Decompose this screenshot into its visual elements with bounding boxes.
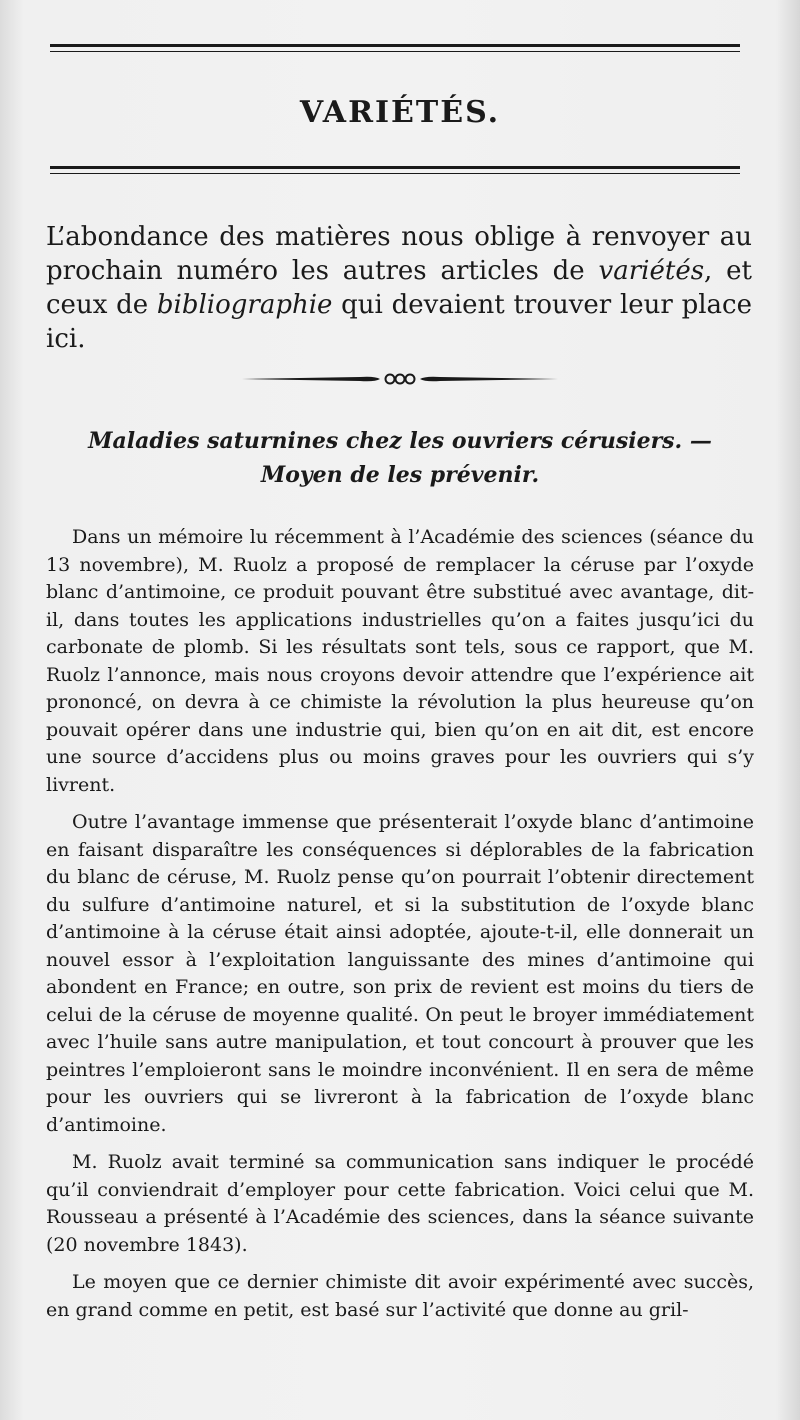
notice-italic-bibliographie: bibliographie	[156, 290, 333, 320]
section-heading: VARIÉTÉS.	[299, 95, 501, 130]
editorial-notice	[46, 220, 752, 356]
heading-rule	[50, 166, 740, 174]
article-title-line-1: Maladies saturnines chez les ouvriers cérusiers. —	[88, 428, 712, 454]
top-rule	[50, 44, 740, 52]
notice-italic-varietes: variétés	[598, 256, 705, 286]
paragraph: M. Ruolz avait terminé sa communication sans indiquer le procédé qu’il conviendrait d’employer pour cette fabrication. Voici celui que M. Rousseau a présenté à l’Académie des sciences, dans la séance suivante (20 novembre 1843).	[46, 1151, 754, 1256]
notice-text-1: L’abondance des matières nous oblige à renvoyer au prochain numéro les autres articles de	[46, 222, 752, 286]
notice-text-2: , et ceux de	[46, 256, 752, 320]
paragraph: Outre l’avantage immense que présenterait l’oxyde blanc d’antimoine en faisant disparaître les conséquences si déplorables de la fabrication du blanc de céruse, M. Ruolz pense qu’on pourrait l’obtenir directement du sulfure d’antimoine naturel, et si la substitution de l’oxyde blanc d’antimoine à la céruse était ainsi adoptée, ajoute-t-il, elle donnerait un nouvel essor à l’exploitation languissante des mines d’antimoine qui abondent en France; en outre, son prix de revient est moins du tiers de celui de la céruse de moyenne qualité. On peut le broyer immédiatement avec l’huile sans autre manipulation, et tout concourt à prouver que les peintres l’emploieront sans le moindre inconvénient. Il en sera de même pour les ouvriers qui se livreront à la fabrication de l’oxyde blanc d’antimoine.	[46, 811, 754, 1136]
article-body	[46, 524, 754, 1334]
paragraph: Dans un mémoire lu récemment à l’Académie des sciences (séance du 13 novembre), M. Ruolz a proposé de remplacer la céruse par l’oxyde blanc d’antimoine, ce produit pouvant être substitué avec avantage, dit-il, dans toutes les applications industrielles qu’on a faites jusqu’ici du carbonate de plomb. Si les résultats sont tels, sous ce rapport, que M. Ruolz l’annonce, mais nous croyons devoir attendre que l’expérience ait prononcé, on devra à ce chimiste la révolution la plus heureuse qu’on pouvait opérer dans une industrie qui, bien qu’on en ait dit, est encore une source d’accidens plus ou moins graves pour les ouvriers qui s’y livrent.	[46, 526, 754, 796]
paragraph: Le moyen que ce dernier chimiste dit avoir expérimenté avec succès, en grand comme en petit, est basé sur l’activité que donne au gril-	[46, 1271, 754, 1321]
notice-text-3: qui devaient trouver leur place ici.	[46, 290, 752, 354]
article-title-line-2: Moyen de les prévenir.	[260, 462, 540, 488]
ornament-divider	[240, 368, 560, 390]
